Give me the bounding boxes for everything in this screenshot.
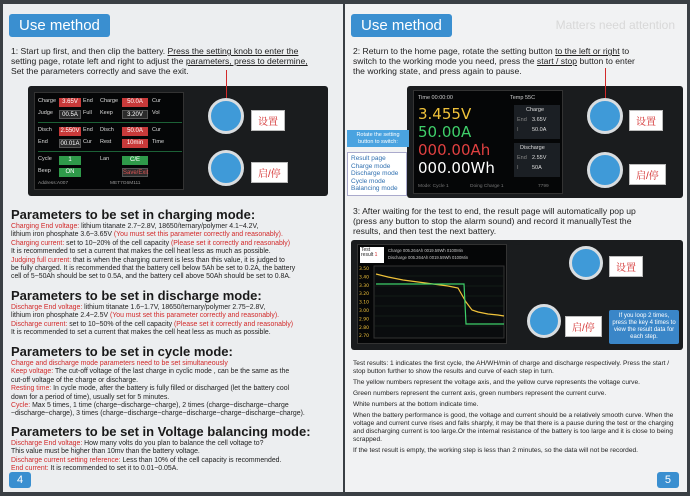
menu-item-result[interactable]: Result page [351, 155, 386, 162]
balancing-mode-body: Discharge End voltage: How many volts do you plan to balance the cell voltage to? This value must be higher than 10mv than the battery voltage. Discharge current setting reference: Less than 10% of the cell capacity is recommended. End current: It is recommended to set it to 0.01~0.05A. [11, 440, 282, 473]
divider [38, 122, 182, 123]
temp-readout: Temp 55C [510, 95, 536, 101]
step2-text: 2: Return to the home page, rotate the setting button to the left or right to switch to the working mode you need, press the start / stop button to enter the working state, and press again to pause. [353, 46, 635, 77]
mode-menu [347, 152, 407, 196]
rotate-callout: Rotate the setting button to switch: [347, 130, 409, 147]
device-result-panel [351, 240, 683, 350]
menu-item-discharge[interactable]: Discharge mode [351, 170, 399, 178]
y-ticks [359, 266, 369, 339]
end-current-value[interactable]: 00.01A [60, 141, 80, 147]
result-header: Test result 1 [360, 247, 384, 263]
discharge-mode-heading: Parameters to be set in discharge mode: [11, 288, 262, 303]
start-stop-button[interactable] [527, 304, 561, 338]
time-readout: Time 00:00:00 [418, 95, 453, 101]
discharge-mode-body: Discharge End voltage: lithium titanate 1.6~1.7V, 18650/ternary/polymer 2.75~2.8V, lithium iron phosphate 2.4~2.5V (You must set this parameter correctly and reasonably). Discharge current: set to 10~50% of the cell capacity (Please set it correctly and reasonably) It is recommended to set a current that makes the cell heat less as much as possible. [11, 304, 294, 337]
setting-knob[interactable] [587, 98, 623, 134]
doing-footer: Doing Charge 1 [470, 184, 504, 189]
menu-item-cycle[interactable]: Cycle mode [351, 177, 386, 185]
menu-item-charge[interactable]: Charge mode [351, 162, 391, 170]
cycle-mode-body: Charge and discharge mode parameters need to be set simultaneously Keep voltage: The cut-off voltage of the last charge in cyclic mode , can be the same as the cut-off voltage of the charge or discharge. Resting time: In cycle mode, after the battery is fully filled or discharged (let the battery cool down for a period of time), usually set for 5 minutes. Cycle: Max 5 times, 1 time (charge~discharge~charge), 2 times (charge~discharge~charge ~discharge~charge), 3 times (charge~discharge~charge~discharge~charge~discharge~charge). [11, 360, 305, 418]
manual-page-left [3, 4, 343, 492]
results-explanation: Test results: 1 indicates the first cycle, the AH/WH/min of charge and discharge respectively. Press the start / stop button further to show the results and curve of each step in turn. The yellow numbers represent the voltage axis, and the yellow curve represents the voltage curve. Green numbers represent the current axis, green numbers represent the current curve. White numbers at the bottom indicate time. When the battery performance is good, the voltage and current should be a relatively smooth curve. When the voltage and current curve rises and falls sharply, it may be that there is a pause during the test or the charging and discharging current is too large.Or the internal resistance of the battery is too large and it is close to being scrapped. If the test result is empty, the working step is less than 2 minutes, so the data will not be recorded. [353, 360, 674, 454]
use-method-badge: Use method [9, 14, 110, 37]
settings-screen: Charge 3.65V End Charge 50.0A Cur Judge 00.5A Full Keep 3.20V Vol Disch 2.550V End Disch 50.0A Cur End 00.01A Cur Rest 10min Time Cycle 1 Lan C/E Beep ON Save/Exit Address:A007 MET7G6M111 [34, 92, 184, 190]
step3-text: 3: After waiting for the test to end, the result page will automatically pop up (press any button to stop the alarm sound) and record it manuallyTest the results, and then test the next battery. [353, 206, 636, 237]
setting-knob[interactable] [208, 98, 244, 134]
charge-current-value[interactable]: 50.0A [122, 98, 148, 107]
set-button-label: 设置 [629, 110, 663, 131]
discharge-summary: Discharge End 2.55V I 50A [514, 143, 560, 177]
result-screen [357, 244, 507, 344]
voltage-readout: 3.455V [418, 105, 472, 123]
y-tick-label: 3.50 [359, 267, 370, 272]
disch-current-value[interactable]: 50.0A [122, 127, 148, 136]
device-settings-panel [28, 86, 328, 196]
result-charge-row: Charge 005.264Ah 0019.59Wh 0100Min [388, 248, 463, 253]
home-screen [413, 90, 563, 194]
start-stop-label: 启/停 [251, 162, 288, 183]
y-tick-label: 3.20 [359, 292, 370, 298]
cycle-mode-heading: Parameters to be set in cycle mode: [11, 344, 233, 359]
menu-item-balancing[interactable]: Balancing mode [351, 185, 398, 193]
language-value[interactable]: C/E [122, 156, 148, 165]
device-home-panel [407, 86, 683, 198]
loop-callout: If you loop 2 times, press the key 4 times to view the result data for each step. [609, 310, 679, 344]
model-label: MET7G6M111 [110, 181, 141, 186]
balancing-mode-heading: Parameters to be set in Voltage balancing mode: [11, 424, 311, 439]
start-stop-label: 启/停 [565, 316, 602, 337]
y-tick-label: 2.90 [359, 317, 370, 323]
pointer-arrow [226, 70, 227, 98]
y-tick-label: 3.30 [359, 283, 370, 289]
setting-knob[interactable] [569, 246, 603, 280]
charge-end-value[interactable]: 3.65V [59, 98, 81, 107]
set-button-label: 设置 [251, 110, 285, 131]
energy-readout: 000.00Wh [418, 159, 495, 177]
current-readout: 50.00A [418, 123, 472, 141]
divider [38, 151, 182, 152]
count-footer: 7799 [538, 184, 549, 189]
y-tick-label: 2.80 [359, 325, 370, 331]
save-exit-button[interactable]: Save/Exit [123, 170, 149, 176]
mode-footer: Mode: Cycle 1 [418, 184, 449, 189]
capacity-readout: 000.00Ah [418, 141, 491, 159]
start-stop-label: 启/停 [629, 164, 666, 185]
start-stop-button[interactable] [587, 152, 623, 188]
start-stop-button[interactable] [208, 150, 244, 186]
disch-end-value[interactable]: 2.550V [60, 128, 80, 134]
cycle-value[interactable]: 1 [59, 156, 81, 165]
manual-page-right [345, 4, 687, 492]
set-button-label: 设置 [609, 256, 643, 277]
keep-voltage-value[interactable]: 3.20V [122, 110, 148, 119]
rest-time-value[interactable]: 10min [122, 139, 148, 148]
beep-value[interactable]: ON [59, 168, 81, 177]
judge-full-value[interactable]: 00.5A [59, 110, 81, 119]
ghost-heading: Matters need attention [555, 18, 675, 32]
page-number: 5 [657, 472, 679, 488]
result-discharge-row: Discharge 005.264Ah 0019.59Wh 0100Min [388, 255, 469, 260]
graph-area [374, 266, 504, 338]
y-tick-label: 3.10 [359, 300, 370, 306]
result-graph [358, 264, 508, 344]
y-tick-label: 3.00 [359, 309, 370, 314]
step1-text: 1: Start up first, and then clip the battery. Press the setting knob to enter the setting page, rotate left and right to adjust the parameters, press to determine, Set the parameters correctly and save the exit. [11, 46, 308, 77]
y-tick-label: 2.70 [359, 334, 370, 340]
charging-mode-heading: Parameters to be set in charging mode: [11, 207, 256, 222]
pointer-arrow [605, 68, 606, 98]
address-label: Address:A007 [38, 181, 69, 186]
charging-mode-body: Charging End voltage: lithium titanate 2.7~2.8V, 18650/ternary/polymer 4.1~4.2V, lithium iron phosphate 3.6~3.65V (You must set this parameter correctly and reasonably). Charging current: set to 10~20% of the cell capacity (Please set it correctly and reasonably) It is recommended to set a current that makes the cell heat less as much as possible. Judging full current: that is when the charging current is less than this value, it is judged to be fully charged. It is recommended that the battery cell below 5Ah be set to 0.2A, the battery cell of 5~50Ah should be set to 0.5A, and the battery cell above 50Ah should be set to 0.8A. [11, 223, 296, 281]
charge-summary: Charge End 3.65V I 50.0A [514, 105, 560, 139]
y-tick-label: 3.40 [359, 275, 370, 281]
use-method-badge: Use method [351, 14, 452, 37]
page-number: 4 [9, 472, 31, 488]
